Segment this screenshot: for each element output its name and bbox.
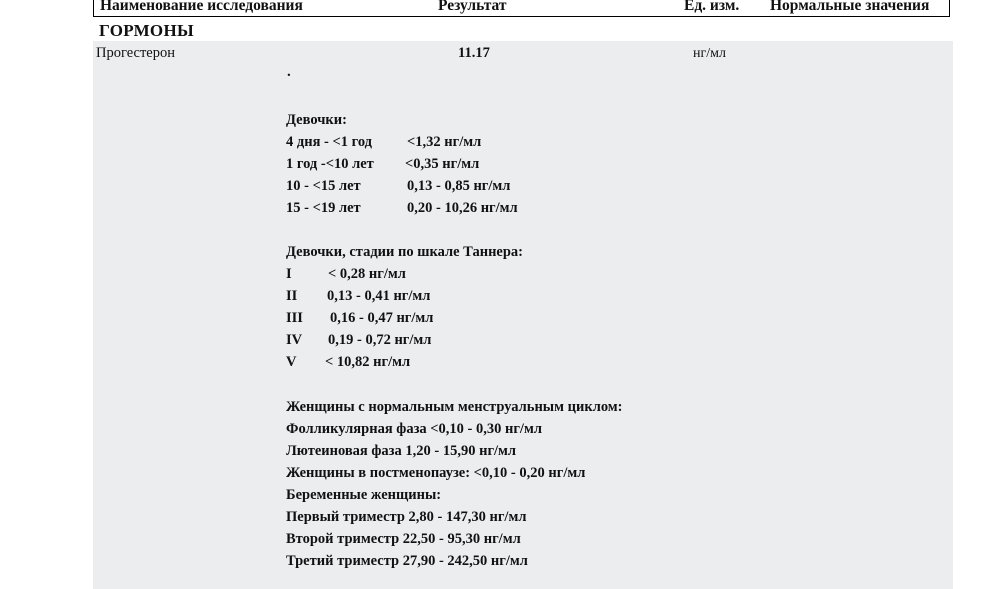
column-header-norm: Нормальные значения: [770, 0, 930, 14]
trimester-2: Второй триместр 22,50 - 95,30 нг/мл: [286, 531, 521, 547]
list-item: [286, 287, 431, 305]
tanner-stage: III: [286, 310, 303, 326]
list-item: [286, 133, 482, 151]
list-item: [286, 331, 432, 349]
girls-title: Девочки:: [286, 112, 347, 128]
test-name: Прогестерон: [96, 45, 175, 61]
follicular-phase: Фолликулярная фаза <0,10 - 0,30 нг/мл: [286, 421, 542, 437]
girls-range: <0,35 нг/мл: [405, 156, 480, 172]
column-header-unit: Ед. изм.: [684, 0, 740, 14]
test-unit: нг/мл: [693, 46, 726, 61]
list-item: [286, 265, 406, 283]
postmenopause: Женщины в постменопаузе: <0,10 - 0,20 нг/мл: [286, 465, 586, 481]
trimester-1: Первый триместр 2,80 - 147,30 нг/мл: [286, 509, 527, 525]
column-header-name: Наименование исследования: [100, 0, 303, 14]
tanner-title: Девочки, стадии по шкале Таннера:: [286, 244, 524, 260]
result-panel: [93, 41, 953, 589]
list-item: [286, 177, 511, 195]
tanner-range: 0,16 - 0,47 нг/мл: [330, 310, 434, 326]
tanner-range: 0,13 - 0,41 нг/мл: [327, 288, 431, 304]
tanner-stage: IV: [286, 332, 303, 348]
women-title: Женщины с нормальным менструальным циклом:: [286, 399, 623, 415]
luteal-phase: Лютеиновая фаза 1,20 - 15,90 нг/мл: [286, 443, 517, 459]
section-title: ГОРМОНЫ: [99, 21, 194, 40]
tanner-stage: V: [286, 354, 297, 370]
girls-age: 4 дня - <1 год: [286, 134, 373, 150]
list-item: [286, 199, 518, 217]
tanner-range: < 10,82 нг/мл: [325, 354, 411, 370]
list-item: [286, 353, 411, 371]
tanner-range: 0,19 - 0,72 нг/мл: [328, 332, 432, 348]
tanner-range: < 0,28 нг/мл: [328, 266, 406, 282]
dot-marker: .: [287, 64, 291, 80]
trimester-3: Третий триместр 27,90 - 242,50 нг/мл: [286, 553, 528, 569]
pregnant-title: Беременные женщины:: [286, 487, 442, 503]
list-item: [286, 155, 480, 173]
test-result: 11.17: [458, 45, 490, 61]
girls-range: 0,13 - 0,85 нг/мл: [407, 178, 511, 194]
tanner-stage: I: [286, 266, 292, 282]
girls-range: <1,32 нг/мл: [407, 134, 482, 150]
girls-age: 10 - <15 лет: [286, 178, 361, 194]
column-header-result: Результат: [438, 0, 507, 14]
list-item: [286, 309, 434, 327]
table-header: [93, 0, 950, 17]
girls-age: 15 - <19 лет: [286, 200, 361, 216]
tanner-stage: II: [286, 288, 298, 304]
girls-range: 0,20 - 10,26 нг/мл: [407, 200, 518, 216]
girls-age: 1 год -<10 лет: [286, 156, 374, 172]
